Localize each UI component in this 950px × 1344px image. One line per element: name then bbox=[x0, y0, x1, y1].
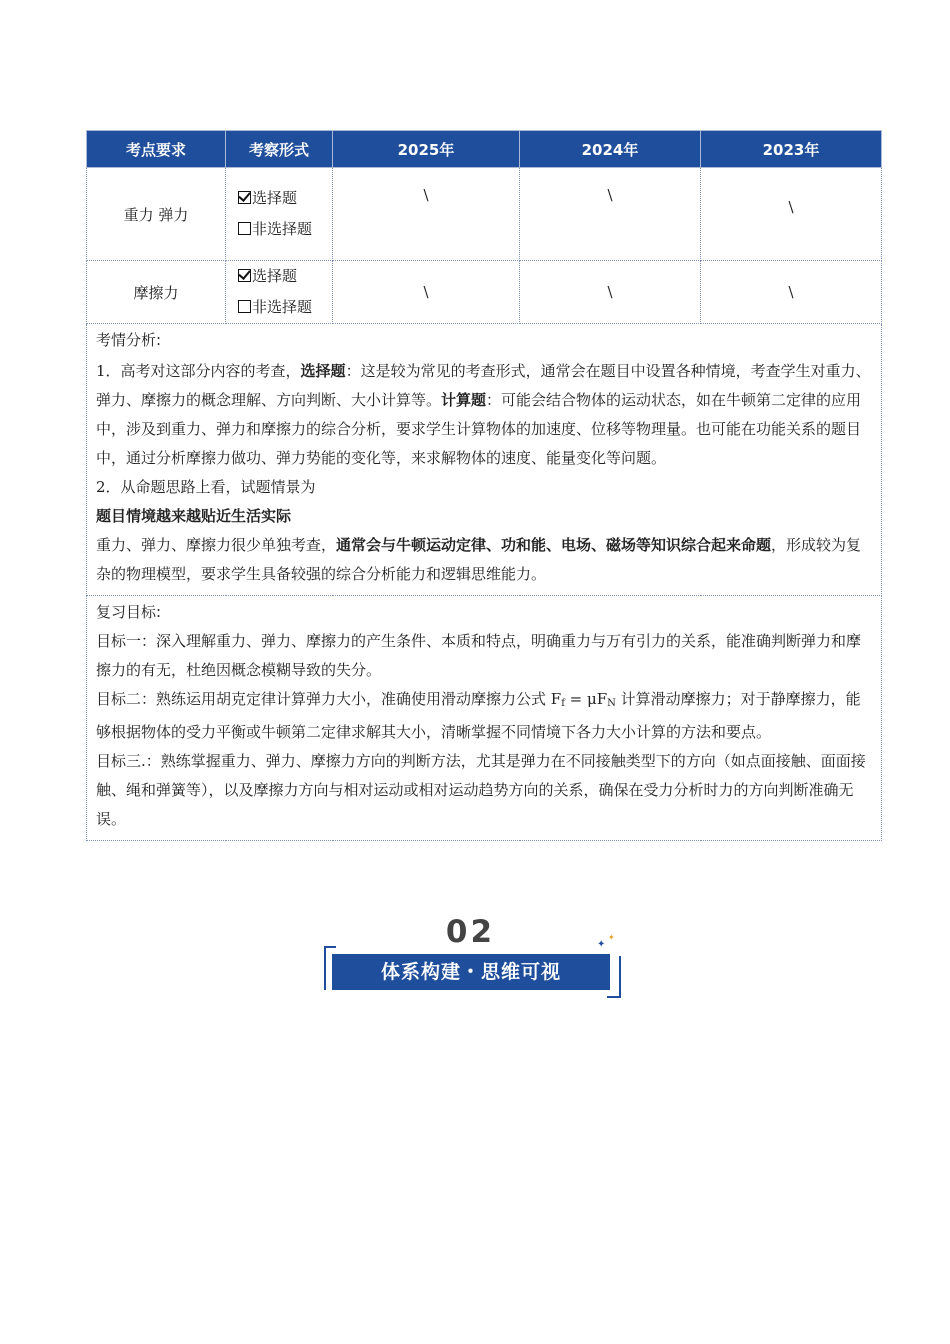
analysis-paragraph-2: 2．从命题思路上看，试题情景为 bbox=[96, 478, 316, 496]
bold-text: 题目情境越来越贴近生活实际 bbox=[96, 507, 292, 525]
goals-row bbox=[87, 596, 882, 841]
bold-text: 通常会与牛顿运动定律、功和能、电场、磁场等知识综合起来命题 bbox=[336, 536, 772, 554]
analysis-cell bbox=[87, 324, 882, 596]
header-topic: 考点要求 bbox=[87, 131, 226, 168]
year-cell-2024: \ bbox=[520, 168, 701, 261]
year-cell-2023: \ bbox=[701, 168, 882, 261]
header-2025: 2025年 bbox=[333, 131, 520, 168]
text-run: 重力、弹力、摩擦力很少单独考查， bbox=[96, 536, 337, 554]
table-header-row bbox=[87, 131, 882, 168]
form-cell bbox=[226, 168, 333, 261]
year-cell-2025: \ bbox=[333, 261, 520, 324]
section-number: 02 bbox=[445, 914, 496, 950]
goals-heading: 复习目标: bbox=[96, 603, 162, 621]
unchecked-checkbox-icon bbox=[238, 222, 251, 235]
analysis-paragraph-1 bbox=[96, 357, 872, 473]
goals-cell bbox=[87, 596, 882, 841]
bold-text: 计算题 bbox=[441, 391, 487, 409]
unchecked-checkbox-icon bbox=[238, 300, 251, 313]
checked-checkbox-icon bbox=[238, 269, 251, 282]
goal-2 bbox=[96, 685, 872, 747]
banner-band bbox=[330, 952, 612, 992]
subscript: f bbox=[561, 698, 565, 709]
table-row bbox=[87, 168, 882, 261]
header-2023: 2023年 bbox=[701, 131, 882, 168]
text-run: 计算滑动摩擦力；对于静摩擦力，能够根据物体的受力平衡或牛顿第二定律求解其大小，清晰掌握不同情境下各力大小计算的方法和要点。 bbox=[96, 690, 861, 741]
option-label: 非选择题 bbox=[252, 298, 313, 316]
year-cell-2024: \ bbox=[520, 261, 701, 324]
goal-1: 目标一：深入理解重力、弹力、摩擦力的产生条件、本质和特点，明确重力与万有引力的关系，能准确判断弹力和摩擦力的有无，杜绝因概念模糊导致的失分。 bbox=[96, 632, 862, 679]
header-form: 考察形式 bbox=[226, 131, 333, 168]
option-label: 非选择题 bbox=[252, 220, 313, 238]
text-run: ：可能会结合物体的运动状态，如在牛顿第二定律的应用中，涉及到重力、弹力和摩擦力的综合分析，要求学生计算物体的加速度、位移等物理量。也可能在功能关系的题目中，通过分析摩擦力做功、弹力势能的变化等，来求解物体的速度、能量变化等问题。 bbox=[96, 391, 862, 467]
analysis-heading: 考情分析: bbox=[96, 331, 162, 349]
option-label: 选择题 bbox=[252, 189, 298, 207]
analysis-paragraph-3 bbox=[96, 502, 872, 531]
year-cell-2023: \ bbox=[701, 261, 882, 324]
text-run: ：这是较为常见的考查形式，通常会在题目中设置各种情境，考查学生对重力、弹力、摩擦力的概念理解、方向判断、大小计算等。 bbox=[96, 362, 871, 409]
option-label: 选择题 bbox=[252, 267, 298, 285]
analysis-paragraph-4 bbox=[96, 531, 872, 589]
text-run: 目标二：熟练运用胡克定律计算弹力大小，准确使用滑动摩擦力公式 F bbox=[96, 690, 562, 708]
text-run: ，形成较为复杂的物理模型，要求学生具备较强的综合分析能力和逻辑思维能力。 bbox=[96, 536, 862, 583]
text-run: = μF bbox=[564, 690, 608, 708]
sparkle-icon: ✦ bbox=[608, 933, 615, 942]
section-title-banner bbox=[322, 914, 627, 1004]
goal-3: 目标三.：熟练掌握重力、弹力、摩擦力方向的判断方法，尤其是弹力在不同接触类型下的方向（如点面接触、面面接触、绳和弹簧等），以及摩擦力方向与相对运动或相对运动趋势方向的关系，确保在受力分析时力的方向判断准确无误。 bbox=[96, 752, 866, 828]
exam-overview-table bbox=[86, 130, 882, 841]
header-2024: 2024年 bbox=[520, 131, 701, 168]
section-title: 体系构建・思维可视 bbox=[380, 961, 561, 983]
table-row bbox=[87, 261, 882, 324]
text-run: 1．高考对这部分内容的考查， bbox=[96, 362, 301, 380]
checked-checkbox-icon bbox=[238, 191, 251, 204]
topic-cell: 摩擦力 bbox=[87, 261, 226, 324]
sparkle-icon: ✦ bbox=[597, 939, 606, 950]
topic-cell: 重力 弹力 bbox=[87, 168, 226, 261]
analysis-row bbox=[87, 324, 882, 596]
form-cell bbox=[226, 261, 333, 324]
subscript: N bbox=[607, 698, 616, 709]
bold-text: 选择题 bbox=[300, 362, 346, 380]
year-cell-2025: \ bbox=[333, 168, 520, 261]
